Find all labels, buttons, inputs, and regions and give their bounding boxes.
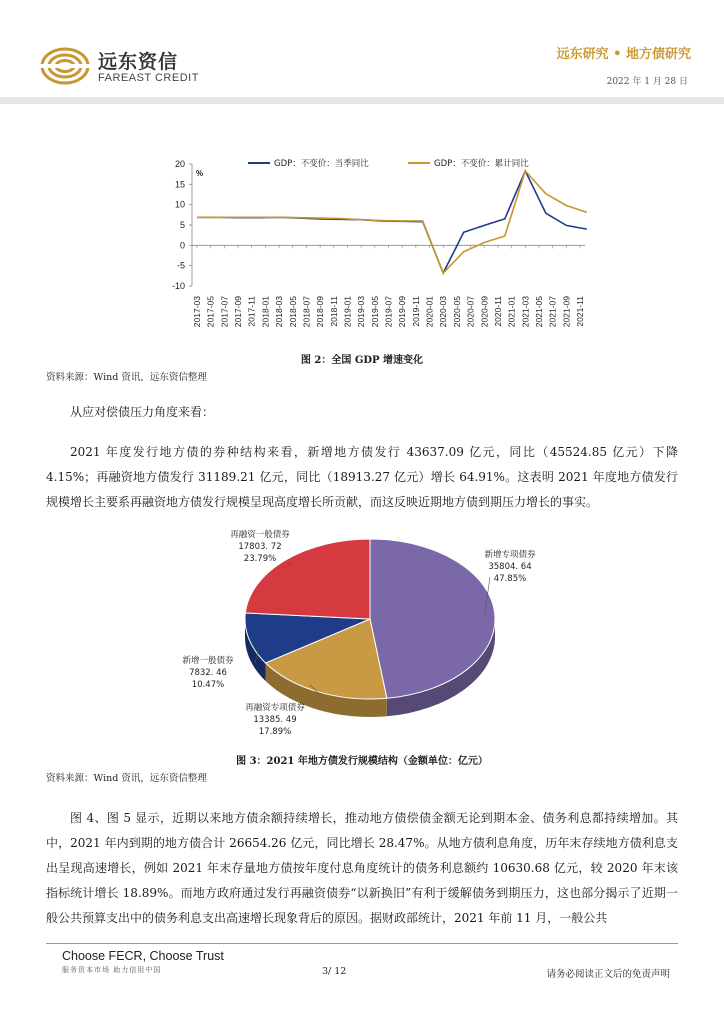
legend-label: GDP：不变价：累计同比 [434, 159, 529, 169]
gdp-growth-line-chart [160, 150, 600, 355]
pie-label-percent: 23.79% [243, 554, 277, 564]
x-tick-label: 2019-03 [356, 296, 367, 328]
y-tick-label: 15 [174, 179, 185, 190]
footer-disclaimer: 请务必阅读正文后的免责声明 [546, 969, 670, 980]
bond-issuance-pie-chart [170, 525, 570, 753]
series-line-2 [197, 171, 587, 273]
pie-label-name: 再融资专项债券 [245, 703, 305, 713]
pie-label-value: 17803. 72 [238, 542, 282, 552]
pie-label-name: 新增一般债券 [182, 656, 234, 666]
figure2-caption: 图 2：全国 GDP 增速变化 [300, 355, 424, 366]
pie-label-percent: 47.85% [493, 574, 527, 584]
x-tick-label: 2020-09 [479, 296, 490, 328]
figure3-caption: 图 3：2021 年地方债发行规模结构（金额单位：亿元） [236, 756, 488, 767]
y-unit-label: % [196, 169, 204, 178]
x-tick-label: 2020-07 [465, 296, 476, 328]
pie-label-value: 13385. 49 [253, 715, 297, 725]
x-tick-label: 2021-03 [520, 296, 531, 328]
x-tick-label: 2020-01 [424, 296, 435, 328]
x-tick-label: 2017-03 [192, 296, 202, 328]
y-tick-label: 5 [179, 220, 185, 230]
logo-english-name: FAREAST CREDIT [98, 72, 199, 84]
x-tick-label: 2018-01 [260, 296, 271, 328]
x-tick-label: 2017-07 [219, 296, 230, 328]
footer-subslogan: 服务资本市场 助力信用中国 [62, 966, 162, 974]
x-tick-label: 2018-07 [301, 296, 312, 328]
footer-slogan: Choose FECR, Choose Trust [62, 949, 224, 963]
y-tick-label: -10 [171, 281, 185, 291]
paragraph-3: 图 4、图 5 显示，近期以来地方债余额持续增长，推动地方债偿债金额无论到期本金、债务利息都持续增加。其中，2021 年内到期的地方债合计 26654.26 亿元，同比增长 28.47%。从地方债利息角度，历年末存续地方债利息支出呈现高速增长，例如 2021 年末存量地方债按年度付息角度统计的债务利息额约 10630.68 亿元，较 2020 年末该指标统计增长 18.89%。而地方政府通过发行再融资债券“以新换旧”有利于缓解债务到期压力，这也部分揭示了近期一般公共预算支出中的债务利息支出高速增长现象背后的原因。据财政部统计，2021 年前 11 月，一般公共 [46, 811, 678, 925]
x-tick-label: 2021-01 [506, 296, 517, 328]
header-title: 远东研究 • 地方债研究 [556, 47, 691, 62]
x-tick-label: 2019-01 [342, 296, 353, 328]
header-divider [0, 97, 724, 104]
y-tick-label: 10 [174, 199, 185, 210]
pie-label-value: 7832. 46 [189, 668, 227, 678]
x-tick-label: 2021-05 [533, 296, 544, 328]
x-tick-label: 2017-11 [246, 296, 257, 327]
x-tick-label: 2019-09 [397, 296, 408, 328]
x-tick-label: 2019-05 [369, 296, 380, 328]
x-tick-label: 2020-03 [438, 296, 449, 328]
logo-chinese-name: 远东资信 [98, 51, 179, 73]
page-header [0, 0, 724, 100]
header-date: 2022 年 1 月 28 日 [606, 77, 688, 87]
x-tick-label: 2021-11 [575, 296, 585, 327]
legend-label: GDP：不变价：当季同比 [274, 159, 369, 169]
x-tick-label: 2018-05 [287, 296, 298, 328]
x-tick-label: 2018-03 [274, 296, 285, 328]
x-tick-label: 2020-11 [492, 296, 503, 327]
y-tick-label: 20 [174, 159, 185, 169]
x-tick-label: 2017-05 [205, 296, 216, 328]
paragraph-2: 2021 年度发行地方债的券种结构来看，新增地方债发行 43637.09 亿元，同比（45524.85 亿元）下降 4.15%；再融资地方债发行 31189.21 亿元，同比（18913.27 亿元）增长 64.91%。这表明 2021 年度地方债发行规模增长主要系再融资地方债发行规模呈现高度增长所贡献，而这反映近期地方债到期压力增长的事实。 [46, 445, 678, 509]
page-number: 3/ 12 [322, 966, 347, 977]
figure2-source: 资料来源：Wind 资讯，远东资信整理 [46, 372, 207, 383]
fareast-logo-icon [40, 47, 90, 85]
x-tick-label: 2019-11 [410, 296, 421, 327]
x-tick-label: 2018-09 [315, 296, 326, 328]
paragraph-1: 从应对偿债压力角度来看： [70, 405, 215, 419]
series-line-1 [197, 171, 587, 273]
x-tick-label: 2020-05 [451, 296, 462, 328]
pie-label-value: 35804. 64 [488, 562, 532, 572]
pie-label-percent: 17.89% [258, 727, 292, 737]
x-tick-label: 2021-09 [561, 296, 572, 328]
x-tick-label: 2018-11 [328, 296, 339, 327]
x-tick-label: 2021-07 [547, 296, 558, 328]
x-tick-label: 2017-09 [233, 296, 244, 328]
pie-label-name: 新增专项债券 [484, 550, 536, 560]
y-tick-label: 0 [179, 240, 185, 251]
y-tick-label: -5 [176, 260, 185, 271]
x-tick-label: 2019-07 [383, 296, 394, 328]
pie-label-percent: 10.47% [191, 680, 225, 690]
footer-divider [46, 943, 678, 944]
figure3-source: 资料来源：Wind 资讯，远东资信整理 [46, 773, 207, 784]
pie-label-name: 再融资一般债券 [230, 530, 290, 540]
